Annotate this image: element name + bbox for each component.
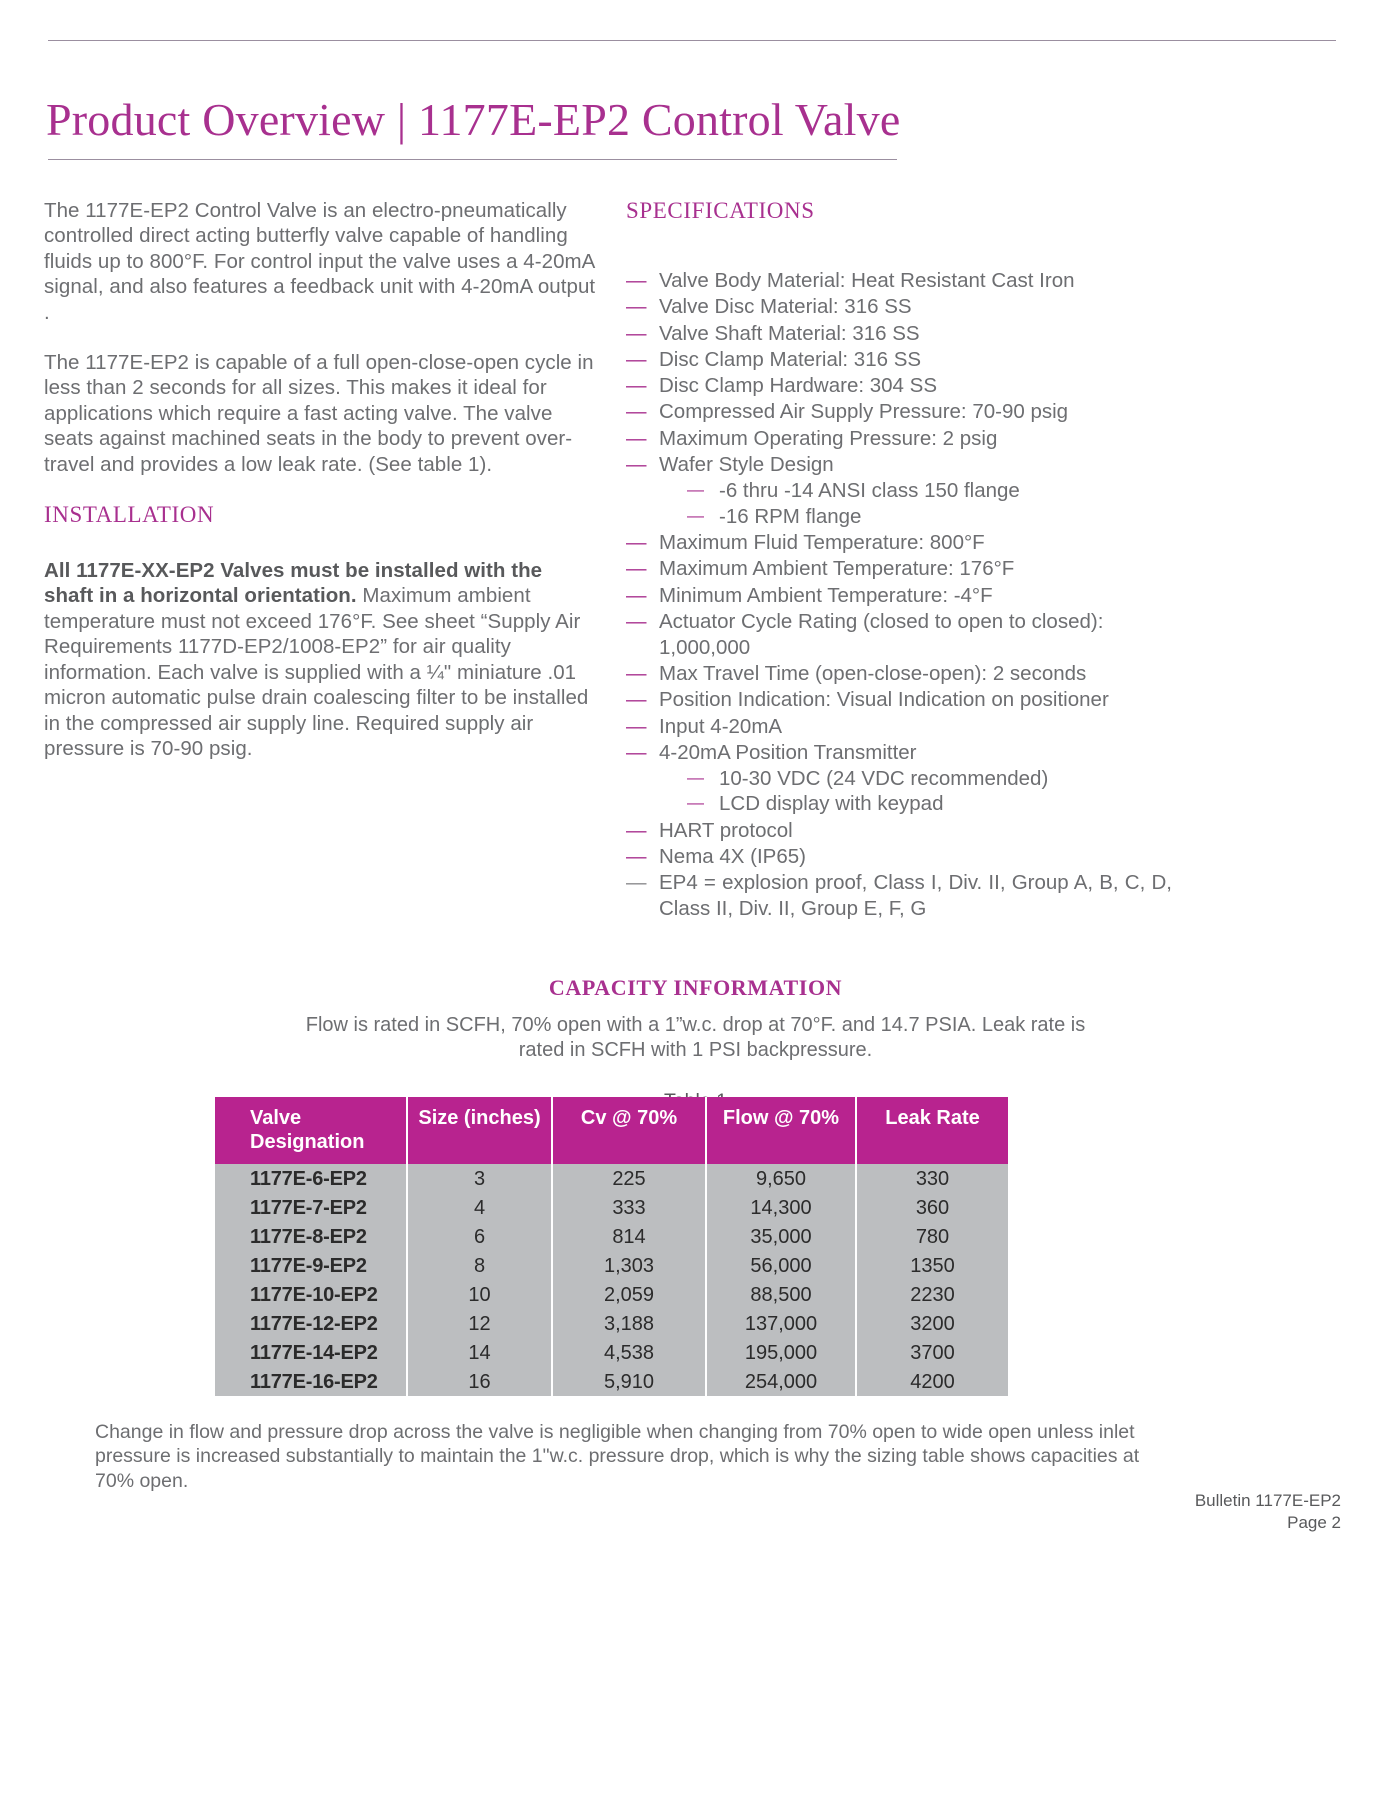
cell-leak-rate: 780 bbox=[856, 1222, 1008, 1251]
table-row bbox=[215, 1280, 1008, 1309]
cell-size: 14 bbox=[407, 1338, 552, 1367]
spec-item-disc-clamp-hardware: — Disc Clamp Hardware: 304 SS bbox=[626, 374, 937, 398]
spec-item-valve-shaft-material: — Valve Shaft Material: 316 SS bbox=[626, 321, 920, 345]
cell-size: 3 bbox=[407, 1164, 552, 1193]
table-row bbox=[215, 1193, 1008, 1222]
bullet-dash-icon: — bbox=[626, 661, 647, 685]
bullet-dash-icon: — bbox=[626, 818, 647, 842]
cell-size: 10 bbox=[407, 1280, 552, 1309]
installation-bold-lead: All 1177E-XX-EP2 Valves must be installed with the shaft in a horizontal orientation. bbox=[44, 559, 543, 608]
bullet-dash-icon: — bbox=[626, 347, 647, 371]
spec-subitem-ansi-class-150-flange: — -6 thru -14 ANSI class 150 flange bbox=[687, 478, 1020, 502]
spec-item-input-4-20ma: — Input 4-20mA bbox=[626, 714, 783, 738]
spec-item-valve-disc-material: — Valve Disc Material: 316 SS bbox=[626, 295, 912, 319]
capacity-table-container bbox=[215, 1097, 1008, 1396]
bullet-dash-icon: — bbox=[626, 269, 647, 292]
cell-leak-rate: 360 bbox=[856, 1193, 1008, 1222]
bullet-dash-icon: — bbox=[626, 295, 647, 319]
bullet-dash-icon: — bbox=[626, 530, 647, 554]
spec-item-disc-clamp-material: — Disc Clamp Material: 316 SS bbox=[626, 347, 922, 371]
bulletin-label: Bulletin 1177E-EP2 bbox=[1194, 1491, 1341, 1510]
capacity-information-section bbox=[0, 975, 1391, 1113]
spec-item-max-travel-time: — Max Travel Time (open-close-open): 2 seconds bbox=[626, 661, 1087, 685]
cell-flow: 35,000 bbox=[706, 1222, 856, 1251]
spec-subitem-rpm-flange: — -16 RPM flange bbox=[687, 504, 862, 528]
spec-subitem-vdc-range: — 10-30 VDC (24 VDC recommended) bbox=[687, 766, 1049, 790]
table-header bbox=[215, 1097, 1008, 1164]
cell-cv: 4,538 bbox=[552, 1338, 706, 1367]
bullet-dash-icon: — bbox=[626, 740, 647, 764]
table-row bbox=[215, 1222, 1008, 1251]
cell-valve-designation: 1177E-8-EP2 bbox=[215, 1222, 407, 1251]
bullet-dash-icon: — bbox=[626, 453, 647, 477]
cell-cv: 2,059 bbox=[552, 1280, 706, 1309]
sub-bullet-dash-icon: — bbox=[687, 505, 704, 525]
column-header-cv-70: Cv @ 70% bbox=[552, 1097, 706, 1164]
sub-bullet-dash-icon: — bbox=[687, 767, 704, 787]
spec-item-maximum-fluid-temperature: — Maximum Fluid Temperature: 800°F bbox=[626, 530, 985, 554]
spec-item-maximum-operating-pressure: — Maximum Operating Pressure: 2 psig bbox=[626, 426, 998, 450]
bullet-dash-icon: — bbox=[626, 557, 647, 581]
installation-body-text: Maximum ambient temperature must not exceed 176°F. See sheet “Supply Air Requirements 1177D-EP2/1008-EP2” for air quality information. Each valve is supplied with a ¼" miniature .01 micron automatic pulse drain coalescing filter to be installed in the compressed air supply line. Required supply air pressure is 70-90 psig. bbox=[44, 584, 589, 760]
spec-subitem-lcd-display: — LCD display with keypad bbox=[687, 792, 944, 816]
bullet-dash-icon: — bbox=[626, 426, 647, 450]
page-footer bbox=[1195, 1490, 1341, 1534]
cell-flow: 137,000 bbox=[706, 1309, 856, 1338]
cell-leak-rate: 330 bbox=[856, 1164, 1008, 1193]
table-body bbox=[215, 1164, 1008, 1396]
sub-bullet-dash-icon: — bbox=[687, 793, 704, 813]
spec-item-nema-4x: — Nema 4X (IP65) bbox=[626, 845, 806, 869]
bullet-dash-icon: — bbox=[626, 845, 647, 869]
intro-paragraph-2: The 1177E-EP2 is capable of a full open-close-open cycle in less than 2 seconds for all sizes. This makes it ideal for applications which require a fast acting valve. The valve seats against machined seats in the body to prevent over-travel and provides a low leak rate. (See table 1). bbox=[44, 351, 594, 476]
column-header-leak-rate: Leak Rate bbox=[856, 1097, 1008, 1164]
left-column bbox=[44, 198, 596, 786]
cell-cv: 1,303 bbox=[552, 1251, 706, 1280]
wafer-style-sub-list bbox=[659, 478, 1172, 530]
installation-heading: INSTALLATION bbox=[44, 502, 215, 528]
table-row bbox=[215, 1251, 1008, 1280]
cell-leak-rate: 1350 bbox=[856, 1251, 1008, 1280]
spec-item-ep4-explosion-proof: — EP4 = explosion proof, Class I, Div. II, Group A, B, C, D, Class II, Div. II, Group E, F, G bbox=[626, 871, 1172, 921]
spec-item-maximum-ambient-temperature: — Maximum Ambient Temperature: 176°F bbox=[626, 557, 1015, 581]
cell-cv: 814 bbox=[552, 1222, 706, 1251]
cell-size: 12 bbox=[407, 1309, 552, 1338]
header-rule-bottom bbox=[48, 159, 897, 160]
spec-item-position-indication: — Position Indication: Visual Indication on positioner bbox=[626, 688, 1109, 712]
transmitter-sub-list bbox=[659, 766, 1172, 818]
cell-leak-rate: 3200 bbox=[856, 1309, 1008, 1338]
cell-leak-rate: 2230 bbox=[856, 1280, 1008, 1309]
cell-flow: 14,300 bbox=[706, 1193, 856, 1222]
page-number: Page 2 bbox=[1287, 1513, 1341, 1532]
cell-size: 16 bbox=[407, 1367, 552, 1396]
specifications-heading: SPECIFICATIONS bbox=[626, 198, 815, 223]
spec-item-minimum-ambient-temperature: — Minimum Ambient Temperature: -4°F bbox=[626, 583, 993, 607]
spec-item-hart-protocol: — HART protocol bbox=[626, 818, 793, 842]
cell-flow: 9,650 bbox=[706, 1164, 856, 1193]
cell-valve-designation: 1177E-7-EP2 bbox=[215, 1193, 407, 1222]
table-row bbox=[215, 1338, 1008, 1367]
spec-item-actuator-cycle-rating: — Actuator Cycle Rating (closed to open to closed): 1,000,000 bbox=[626, 609, 1104, 659]
cell-flow: 195,000 bbox=[706, 1338, 856, 1367]
cell-flow: 88,500 bbox=[706, 1280, 856, 1309]
header-rule-top bbox=[48, 40, 1336, 41]
capacity-information-heading: CAPACITY INFORMATION bbox=[548, 975, 843, 1000]
cell-cv: 5,910 bbox=[552, 1367, 706, 1396]
installation-paragraph bbox=[44, 558, 596, 761]
cell-valve-designation: 1177E-14-EP2 bbox=[215, 1338, 407, 1367]
bullet-dash-icon: — bbox=[626, 609, 647, 633]
bullet-dash-icon: — bbox=[626, 400, 647, 424]
cell-cv: 333 bbox=[552, 1193, 706, 1222]
cell-cv: 225 bbox=[552, 1164, 706, 1193]
cell-valve-designation: 1177E-10-EP2 bbox=[215, 1280, 407, 1309]
cell-size: 4 bbox=[407, 1193, 552, 1222]
bullet-dash-icon: — bbox=[626, 374, 647, 398]
bullet-dash-icon: — bbox=[626, 321, 647, 345]
cell-size: 8 bbox=[407, 1251, 552, 1280]
intro-paragraph-1: The 1177E-EP2 Control Valve is an electro-pneumatically controlled direct acting butterfly valve capable of handling fluids up to 800°F. For control input the valve uses a 4-20mA signal, and also features a feedback unit with 4-20mA output . bbox=[44, 199, 596, 324]
cell-leak-rate: 4200 bbox=[856, 1367, 1008, 1396]
spec-item-position-transmitter: — 4-20mA Position Transmitter — 10-30 VDC (24 VDC recommended) — LCD display with keypad bbox=[626, 740, 1172, 817]
column-header-line-2: Designation bbox=[250, 1131, 365, 1153]
cell-cv: 3,188 bbox=[552, 1309, 706, 1338]
spec-item-valve-body-material: — Valve Body Material: Heat Resistant Cast Iron bbox=[626, 269, 1075, 292]
bullet-dash-icon: — bbox=[626, 714, 647, 738]
bullet-dash-icon: — bbox=[626, 871, 647, 895]
cell-valve-designation: 1177E-16-EP2 bbox=[215, 1367, 407, 1396]
table-row bbox=[215, 1164, 1008, 1193]
bullet-dash-icon: — bbox=[626, 583, 647, 607]
specifications-list bbox=[626, 268, 1172, 922]
column-header-flow-70: Flow @ 70% bbox=[706, 1097, 856, 1164]
footer-note: Change in flow and pressure drop across the valve is negligible when changing from 70% open to wide open unless inlet pressure is increased substantially to maintain the 1"w.c. pressure drop, which is why the sizing table shows capacities at 70% open. bbox=[95, 1420, 1140, 1492]
column-header-valve-designation bbox=[215, 1097, 407, 1164]
cell-valve-designation: 1177E-9-EP2 bbox=[215, 1251, 407, 1280]
sub-bullet-dash-icon: — bbox=[687, 479, 704, 499]
cell-valve-designation: 1177E-12-EP2 bbox=[215, 1309, 407, 1338]
table-row bbox=[215, 1367, 1008, 1396]
table-header-row bbox=[215, 1097, 1008, 1164]
column-header-line-1: Valve bbox=[250, 1107, 302, 1129]
cell-leak-rate: 3700 bbox=[856, 1338, 1008, 1367]
capacity-table bbox=[215, 1097, 1008, 1396]
right-column bbox=[626, 198, 1172, 922]
table-row bbox=[215, 1309, 1008, 1338]
cell-valve-designation: 1177E-6-EP2 bbox=[215, 1164, 407, 1193]
spec-item-compressed-air-supply-pressure: — Compressed Air Supply Pressure: 70-90 psig bbox=[626, 400, 1069, 424]
cell-flow: 56,000 bbox=[706, 1251, 856, 1280]
page-title: Product Overview | 1177E-EP2 Control Valve bbox=[46, 93, 901, 145]
capacity-information-subtitle: Flow is rated in SCFH, 70% open with a 1”w.c. drop at 70°F. and 14.7 PSIA. Leak rate is rated in SCFH with 1 PSI backpressure. bbox=[305, 1014, 1086, 1061]
cell-size: 6 bbox=[407, 1222, 552, 1251]
column-header-size-inches: Size (inches) bbox=[407, 1097, 552, 1164]
cell-flow: 254,000 bbox=[706, 1367, 856, 1396]
spec-item-wafer-style-design: — Wafer Style Design — -6 thru -14 ANSI class 150 flange — -16 RPM flange bbox=[626, 452, 1172, 529]
bullet-dash-icon: — bbox=[626, 688, 647, 712]
